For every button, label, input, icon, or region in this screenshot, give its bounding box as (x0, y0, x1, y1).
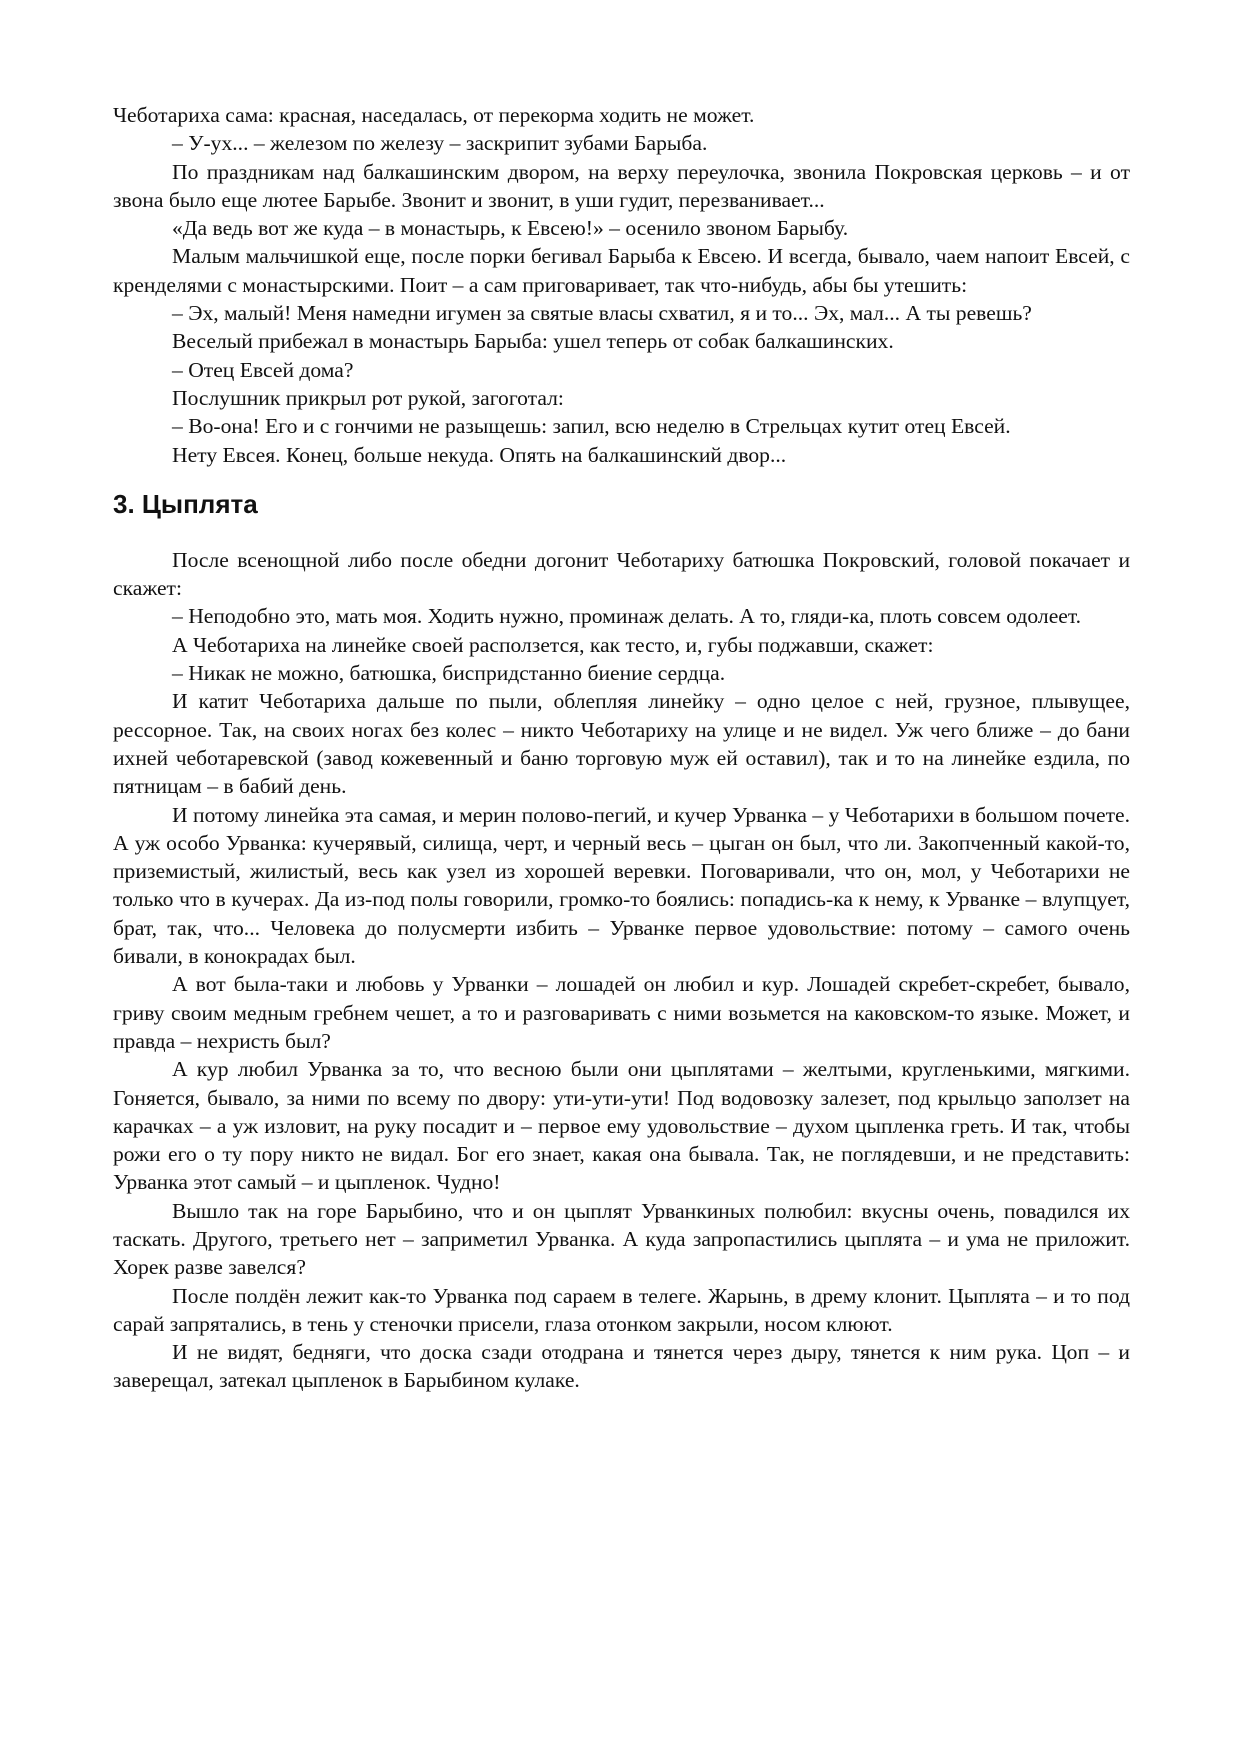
paragraph: – Никак не можно, батюшка, биспридстанно биение сердца. (172, 661, 726, 686)
paragraph: – Отец Евсей дома? (172, 357, 354, 382)
paragraph: – Эх, малый! Меня намедни игумен за святые власы схватил, я и то... Эх, мал... А ты ревешь? (172, 301, 1032, 326)
paragraph: – У-ух... – железом по железу – заскрипит зубами Барыба. (172, 131, 708, 156)
paragraph: Малым мальчишкой еще, после порки бегивал Барыба к Евсею. И всегда, бывало, чаем напоит Евсей, с кренделями с монастырскими. Поит – а сам приговаривает, так что-нибудь, абы бы утешить: (113, 244, 1130, 297)
chapter-heading: 3. Цыплята (113, 488, 258, 519)
chapter-body (113, 546, 1130, 1395)
paragraph: После полдён лежит как-то Урванка под сараем в телеге. Жарынь, в дрему клонит. Цыплята – и то под сарай запрятались, в тень у стеночки присели, глаза отонком закрыли, носом клюют. (113, 1283, 1130, 1336)
paragraph: И катит Чеботариха дальше по пыли, облепляя линейку – одно целое с ней, грузное, плывущее, рессорное. Так, на своих ногах без колес – никто Чеботариху на улице и не видел. Уж чего ближе – до бани ихней чеботаревской (завод кожевенный и баню торговую муж ей оставил), так и то на линейке ездила, по пятницам – в бабий день. (113, 689, 1130, 799)
paragraph: А кур любил Урванка за то, что весною были они цыплятами – желтыми, кругленькими, мягкими. Гоняется, бывало, за ними по всему по двору: ути-ути-ути! Под водовозку залезет, под крыльцо заползет на карачках – а уж изловит, на руку посадит и – первое ему удовольствие – духом цыпленка греть. И так, чтобы рожи его о ту пору никто не видал. Бог его знает, какая она бывала. Так, не поглядевши, и не представить: Урванка этот самый – и цыпленок. Чудно! (113, 1057, 1130, 1195)
paragraph: «Да ведь вот же куда – в монастырь, к Евсею!» – осенило звоном Барыбу. (172, 216, 849, 241)
paragraph: Чеботариха сама: красная, наседалась, от перекорма ходить не может. (113, 103, 755, 127)
document-page (113, 101, 1130, 1395)
paragraph: – Во-она! Его и с гончими не разыщешь: запил, всю неделю в Стрельцах кутит отец Евсей. (172, 414, 1011, 439)
paragraph: Веселый прибежал в монастырь Барыба: ушел теперь от собак балкашинских. (172, 329, 894, 354)
section-before (113, 101, 1130, 469)
paragraph: А вот была-таки и любовь у Урванки – лошадей он любил и кур. Лошадей скребет-скребет, бывало, гриву своим медным гребнем чешет, а то и разговаривать с ними возьмется на каковском-то языке. Может, и правда – нехристь был? (113, 972, 1130, 1053)
paragraph: После всенощной либо после обедни догонит Чеботариху батюшка Покровский, головой покачает и скажет: (113, 547, 1130, 601)
paragraph: И не видят, бедняги, что доска сзади отодрана и тянется через дыру, тянется к ним рука. Цоп – и заверещал, затекал цыпленок в Барыбином кулаке. (113, 1340, 1130, 1393)
paragraph: Нету Евсея. Конец, больше некуда. Опять на балкашинский двор... (172, 442, 787, 467)
paragraph: И потому линейка эта самая, и мерин полово-пегий, и кучер Урванка – у Чеботарихи в большом почете. А уж особо Урванка: кучерявый, силища, черт, и черный весь – цыган он был, что ли. Закопченный какой-то, приземистый, жилистый, весь как узел из хорошей веревки. Поговаривали, что он, мол, у Чеботарихи не только что в кучерах. Да из-под полы говорили, громко-то боялись: попадись-ка к нему, к Урванке – влупцует, брат, так, что... Человека до полусмерти избить – Урванке первое удовольствие: потому – самого очень бивали, в конокрадах был. (113, 802, 1130, 969)
paragraph: По праздникам над балкашинским двором, на верху переулочка, звонила Покровская церковь – и от звона было еще лютее Барыбе. Звонит и звонит, в уши гудит, перезванивает... (113, 159, 1130, 212)
paragraph: Вышло так на горе Барыбино, что и он цыплят Урванкиных полюбил: вкусны очень, повадился их таскать. Другого, третьего нет – заприметил Урванка. А куда запропастились цыплята – и ума не приложит. Хорек разве завелся? (113, 1198, 1130, 1280)
paragraph: Послушник прикрыл рот рукой, загоготал: (172, 385, 564, 410)
paragraph: А Чеботариха на линейке своей расползется, как тесто, и, губы поджавши, скажет: (172, 632, 934, 657)
paragraph: – Неподобно это, мать моя. Ходить нужно, проминаж делать. А то, гляди-ка, плоть совсем одолеет. (172, 604, 1082, 629)
